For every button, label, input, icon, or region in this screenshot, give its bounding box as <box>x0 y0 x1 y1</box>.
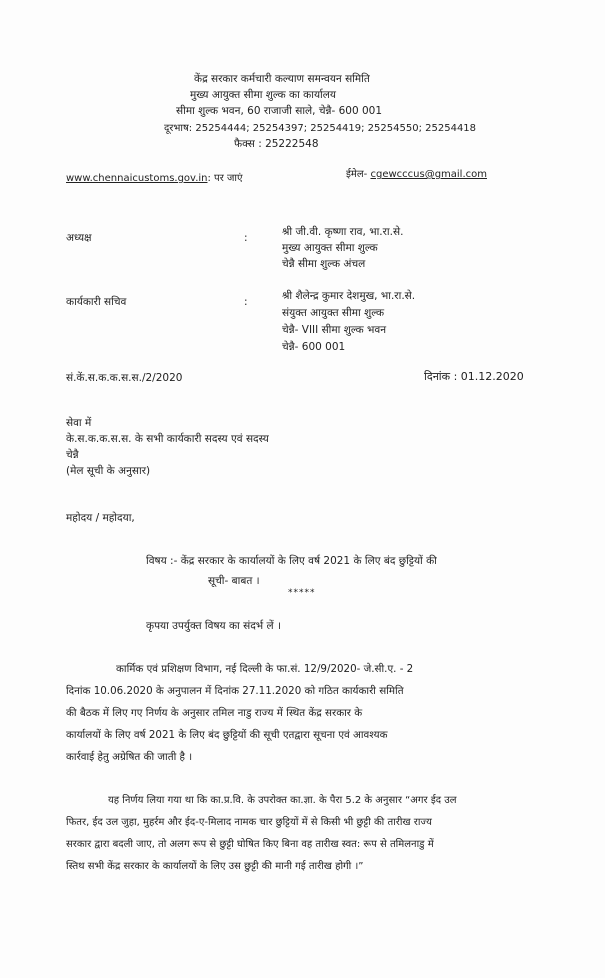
addressee-line: (मेल सूची के अनुसार) <box>66 465 151 477</box>
subject-line-2: सूची- बाबत । <box>208 575 260 587</box>
paragraph-1-line: कार्मिक एवं प्रशिक्षण विभाग, नई दिल्ली के फा.सं. 12/9/2020- जे.सी.ए. - 2 <box>116 663 414 675</box>
secretary-designation: संयुक्त आयुक्त सीमा शुल्क <box>282 307 385 319</box>
website-link[interactable]: www.chennaicustoms.gov.in <box>66 173 208 184</box>
letter-date: दिनांक : 01.12.2020 <box>424 370 524 383</box>
reference-line: कृपया उपर्युक्त विषय का संदर्भ लें । <box>146 620 281 632</box>
paragraph-2-line: यह निर्णय लिया गया था कि का.प्र.वि. के उपरोक्त का.ज्ञा. के पैरा 5.2 के अनुसार “अगर ईद उल <box>108 795 457 806</box>
office-address: सीमा शुल्क भवन, 60 राजाजी साले, चेन्नै- 600 001 <box>176 105 383 117</box>
paragraph-1-line: दिनांक 10.06.2020 के अनुपालन में दिनांक 27.11.2020 को गठित कार्यकारी समिति <box>66 685 404 697</box>
paragraph-2 <box>66 790 536 878</box>
secretary-details <box>282 288 415 356</box>
website-suffix: : पर जाएं <box>207 173 243 184</box>
salutation: महोदय / महोदया, <box>66 512 135 524</box>
website-line <box>66 170 243 184</box>
addressee-line: चेन्नै <box>66 449 79 461</box>
office-name: मुख्य आयुक्त सीमा शुल्क का कार्यालय <box>190 89 336 101</box>
paragraph-2-line: सरकार द्वारा बदली जाए, तो अलग रूप से छुट्टी घोषित किए बिना वह तारीख स्वत: रूप से तमिलनाडु में <box>66 839 434 850</box>
paragraph-1 <box>66 658 536 768</box>
reference-number: सं.कें.स.क.क.स.स./2/2020 <box>66 372 183 384</box>
org-name: केंद्र सरकार कर्मचारी कल्याण समन्वयन समिति <box>194 73 370 85</box>
chairman-zone: चेन्नै सीमा शुल्क अंचल <box>282 258 366 270</box>
paragraph-1-line: कार्यालयों के लिए वर्ष 2021 के लिए बंद छुट्टियों की सूची एतद्वारा सूचना एवं आवश्यक <box>66 729 388 741</box>
email-label: ईमेल- <box>346 169 368 180</box>
paragraph-1-line: कार्रवाई हेतु अग्रेषित की जाती है । <box>66 751 193 763</box>
fax-number: फैक्स : 25222548 <box>234 138 319 150</box>
email-line <box>346 166 487 180</box>
subject-separator: ***** <box>288 588 316 598</box>
secretary-name: श्री शैलेन्द्र कुमार देशमुख, भा.रा.से. <box>282 290 416 302</box>
chairman-colon: : <box>244 232 248 244</box>
secretary-office: चेन्नै- VIII सीमा शुल्क भवन <box>282 324 387 336</box>
chairman-details <box>282 224 403 272</box>
phone-numbers: दूरभाष: 25254444; 25254397; 25254419; 25254550; 25254418 <box>164 123 477 134</box>
paragraph-2-line: फितर, ईद उल जुहा, मुहर्रम और ईद-ए-मिलाद नामक चार छुट्टियों में से किसी भी छुट्टी की तारीख राज्य <box>66 817 432 828</box>
secretary-label: कार्यकारी सचिव <box>66 296 127 308</box>
subject-block <box>146 551 437 591</box>
secretary-city: चेन्नै- 600 001 <box>282 341 346 353</box>
chairman-name: श्री जी.वी. कृष्णा राव, भा.रा.से. <box>282 226 404 238</box>
chairman-designation: मुख्य आयुक्त सीमा शुल्क <box>282 242 378 254</box>
chairman-label: अध्यक्ष <box>66 232 92 244</box>
paragraph-2-line: स्तिथ सभी केंद्र सरकार के कार्यालयों के लिए उस छुट्टी की मानी गई तारीख होगी ।” <box>66 861 364 872</box>
addressee-line: के.स.क.क.स.स. के सभी कार्यकारी सदस्य एवं सदस्य <box>66 433 269 445</box>
addressee-block <box>66 415 269 479</box>
addressee-line: सेवा में <box>66 417 92 429</box>
paragraph-1-line: की बैठक में लिए गए निर्णय के अनुसार तमिल नाडु राज्य में स्थित केंद्र सरकार के <box>66 707 363 719</box>
email-link[interactable]: cgewcccus@gmail.com <box>370 169 487 180</box>
subject-line-1: विषय :- केंद्र सरकार के कार्यालयों के लिए वर्ष 2021 के लिए बंद छुट्टियों की <box>146 555 437 567</box>
secretary-colon: : <box>244 296 248 308</box>
